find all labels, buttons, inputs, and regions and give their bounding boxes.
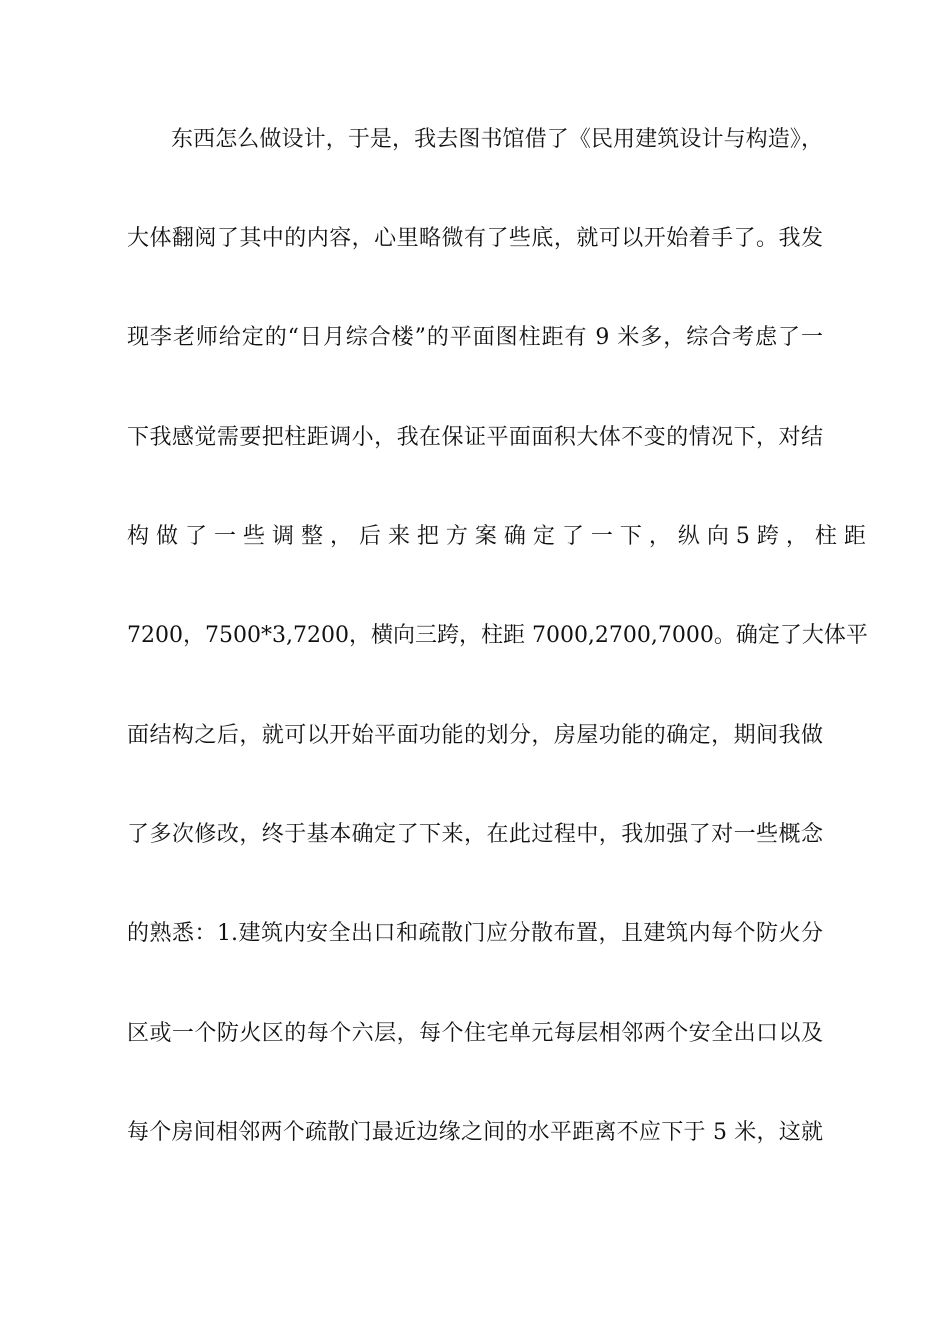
paragraph-line-5: 构 做 了 一 些 调 整 ， 后 来 把 方 案 确 定 了 一 下 ， 纵 向 5 跨 ， 柱 距 (127, 524, 866, 549)
paragraph-line-9: 的熟悉：1.建筑内安全出口和疏散门应分散布置，且建筑内每个防火分 (127, 921, 823, 946)
paragraph-line-7: 面结构之后，就可以开始平面功能的划分，房屋功能的确定，期间我做 (127, 723, 823, 748)
paragraph-line-3: 现李老师给定的“日月综合楼”的平面图柱距有 9 米多，综合考虑了一 (127, 325, 823, 350)
paragraph-line-6: 7200，7500*3,7200，横向三跨，柱距 7000,2700,7000。确定了大体平 (127, 623, 868, 648)
paragraph-line-8: 了多次修改，终于基本确定了下来，在此过程中，我加强了对一些概念 (127, 822, 823, 847)
paragraph-line-10: 区或一个防火区的每个六层，每个住宅单元每层相邻两个安全出口以及 (127, 1021, 823, 1046)
paragraph-line-2: 大体翻阅了其中的内容，心里略微有了些底，就可以开始着手了。我发 (127, 226, 823, 251)
paragraph-line-1: 东西怎么做设计，于是，我去图书馆借了《民用建筑设计与构造》， (171, 127, 823, 152)
paragraph-line-4: 下我感觉需要把柱距调小，我在保证平面面积大体不变的情况下，对结 (127, 425, 823, 450)
paragraph-line-11: 每个房间相邻两个疏散门最近边缘之间的水平距离不应下于 5 米，这就 (127, 1120, 823, 1145)
